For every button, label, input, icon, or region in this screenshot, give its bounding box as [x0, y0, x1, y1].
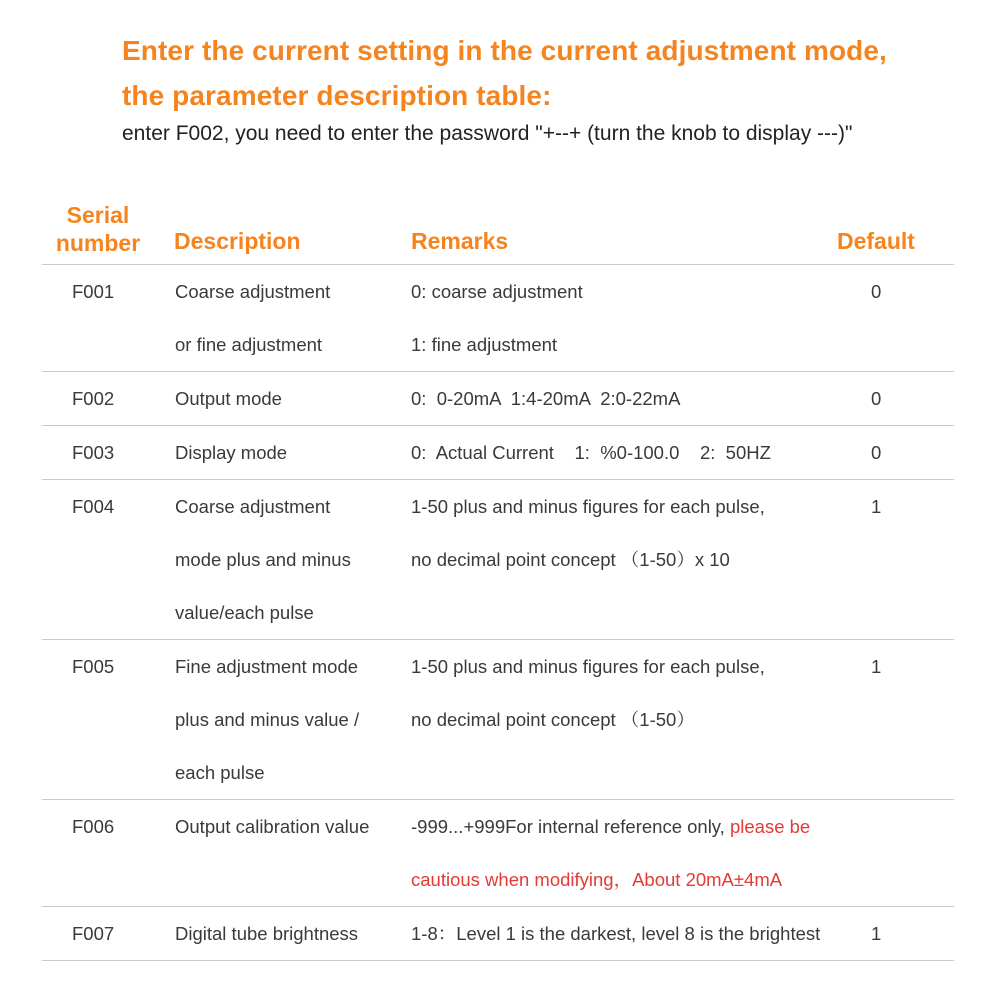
row-remarks-line: 1-50 plus and minus figures for each pulse, [411, 496, 765, 517]
row-serial: F004 [72, 496, 115, 517]
row-remarks [411, 265, 583, 371]
row-remarks-line: 1: fine adjustment [411, 334, 558, 355]
row-description [175, 372, 282, 425]
table-row [42, 426, 954, 480]
table-row [42, 480, 954, 640]
row-description-line: Digital tube brightness [175, 923, 359, 944]
row-remarks-line: 0: Actual Current 1: %0-100.0 2: 50HZ [411, 442, 771, 463]
row-description [175, 640, 359, 799]
row-description-line: Output calibration value [175, 816, 370, 837]
row-remarks-line: 0: coarse adjustment [411, 281, 583, 302]
password-instruction: enter F002, you need to enter the password "+--+ (turn the knob to display ---)" [122, 122, 853, 145]
table-row [42, 907, 954, 961]
header-remarks: Remarks [411, 228, 509, 254]
row-description-line: mode plus and minus [175, 549, 351, 570]
row-description-line: Coarse adjustment [175, 496, 331, 517]
row-description-line: Display mode [175, 442, 288, 463]
parameter-table [42, 198, 954, 961]
row-serial: F001 [72, 281, 115, 302]
row-remarks [411, 800, 810, 906]
row-description-line: Coarse adjustment [175, 281, 331, 302]
row-remarks [411, 907, 820, 960]
header-serial-line-2: number [55, 230, 141, 256]
row-description [175, 426, 287, 479]
table-header [42, 198, 954, 265]
row-serial: F003 [72, 442, 115, 463]
page-heading [122, 28, 982, 118]
row-remarks-line: no decimal point concept （1-50） [411, 709, 695, 730]
row-remarks-line: 1-8：Level 1 is the darkest, level 8 is the brightest [411, 923, 821, 944]
row-remarks [411, 372, 680, 425]
row-remarks [411, 640, 765, 746]
row-description [175, 800, 369, 853]
row-remarks [411, 480, 765, 586]
table-row [42, 800, 954, 907]
row-description-line: Fine adjustment mode [175, 656, 359, 677]
row-description [175, 480, 351, 639]
row-serial: F006 [72, 816, 115, 837]
header-serial-number [52, 201, 144, 257]
row-remarks [411, 426, 771, 479]
row-description-line: plus and minus value / [175, 709, 360, 730]
row-description [175, 265, 330, 371]
row-serial: F002 [72, 388, 115, 409]
row-default: 0 [871, 388, 882, 409]
table-row [42, 265, 954, 372]
header-default: Default [837, 228, 915, 254]
row-default: 1 [871, 496, 882, 517]
row-remarks-line [411, 800, 810, 853]
row-default: 0 [871, 281, 882, 302]
row-default: 1 [871, 656, 882, 677]
heading-line-2: the parameter description table: [122, 80, 552, 111]
row-default: 1 [871, 923, 882, 944]
remarks-warning: please be [729, 816, 811, 837]
table-row [42, 372, 954, 426]
remarks-warning-line: cautious when modifying，About 20mA±4mA [411, 869, 783, 890]
table-row [42, 640, 954, 800]
row-serial: F005 [72, 656, 115, 677]
row-serial: F007 [72, 923, 115, 944]
row-description-line: value/each pulse [175, 602, 314, 623]
row-description-line: Output mode [175, 388, 282, 409]
header-description: Description [174, 228, 301, 254]
heading-line-1: Enter the current setting in the current adjustment mode, [122, 35, 887, 66]
row-remarks-line: 1-50 plus and minus figures for each pulse, [411, 656, 765, 677]
row-default: 0 [871, 442, 882, 463]
row-remarks-line: 0: 0-20mA 1:4-20mA 2:0-22mA [411, 388, 681, 409]
header-serial-line-1: Serial [66, 202, 130, 228]
row-description-line: each pulse [175, 762, 265, 783]
row-remarks-line: no decimal point concept （1-50）x 10 [411, 549, 730, 570]
row-description-line: or fine adjustment [175, 334, 323, 355]
remarks-note: -999...+999For internal reference only, [411, 816, 730, 837]
row-description [175, 907, 358, 960]
